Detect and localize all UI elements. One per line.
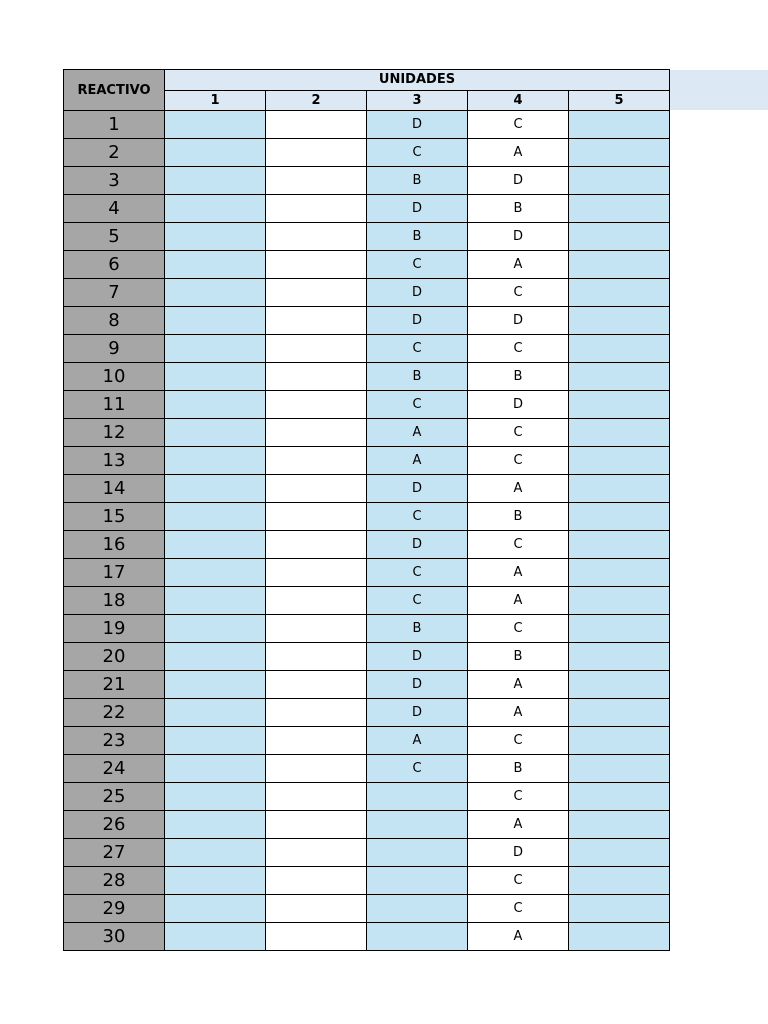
reactivo-number: 3 (64, 167, 165, 195)
answer-cell[interactable]: D (367, 111, 468, 139)
answer-cell[interactable] (266, 755, 367, 783)
answer-cell[interactable] (165, 251, 266, 279)
reactivo-number: 5 (64, 223, 165, 251)
table-row (64, 419, 670, 447)
answer-cell[interactable] (266, 307, 367, 335)
table-row (64, 699, 670, 727)
answer-cell[interactable] (266, 503, 367, 531)
reactivo-number: 14 (64, 475, 165, 503)
answer-cell[interactable] (367, 923, 468, 951)
reactivo-number: 10 (64, 363, 165, 391)
answer-cell[interactable] (569, 615, 670, 643)
answer-cell[interactable] (165, 419, 266, 447)
table-row (64, 391, 670, 419)
reactivo-number: 26 (64, 811, 165, 839)
answer-cell[interactable] (266, 419, 367, 447)
answer-cell[interactable]: D (367, 643, 468, 671)
answer-cell[interactable] (367, 783, 468, 811)
table-row (64, 111, 670, 139)
answer-cell[interactable] (165, 139, 266, 167)
table-row (64, 195, 670, 223)
answer-cell[interactable] (569, 643, 670, 671)
table-row (64, 727, 670, 755)
answer-cell[interactable]: C (468, 615, 569, 643)
answer-cell[interactable]: D (367, 531, 468, 559)
reactivo-number: 27 (64, 839, 165, 867)
answer-cell[interactable] (266, 839, 367, 867)
answer-cell[interactable]: A (468, 699, 569, 727)
table-row (64, 307, 670, 335)
answer-cell[interactable]: D (468, 391, 569, 419)
answer-cell[interactable] (367, 895, 468, 923)
answer-cell[interactable] (266, 671, 367, 699)
answer-cell[interactable] (367, 811, 468, 839)
answer-cell[interactable] (569, 223, 670, 251)
answer-cell[interactable]: A (468, 923, 569, 951)
answer-cell[interactable]: C (468, 783, 569, 811)
answer-cell[interactable] (266, 699, 367, 727)
reactivo-number: 17 (64, 559, 165, 587)
answer-cell[interactable]: A (367, 727, 468, 755)
table-row (64, 503, 670, 531)
reactivo-number: 7 (64, 279, 165, 307)
reactivo-number: 6 (64, 251, 165, 279)
reactivo-number: 13 (64, 447, 165, 475)
answer-cell[interactable]: D (468, 167, 569, 195)
reactivo-number: 11 (64, 391, 165, 419)
answer-cell[interactable] (569, 363, 670, 391)
table-row (64, 587, 670, 615)
answer-cell[interactable] (165, 587, 266, 615)
answer-cell[interactable]: C (468, 419, 569, 447)
answer-cell[interactable]: C (468, 111, 569, 139)
answer-cell[interactable] (266, 923, 367, 951)
answer-cell[interactable] (266, 391, 367, 419)
answer-cell[interactable] (165, 307, 266, 335)
table-row (64, 755, 670, 783)
reactivo-number: 18 (64, 587, 165, 615)
answer-cell[interactable] (569, 447, 670, 475)
answer-cell[interactable]: A (468, 671, 569, 699)
answer-cell[interactable] (165, 475, 266, 503)
answer-cell[interactable] (266, 139, 367, 167)
answer-cell[interactable]: B (468, 643, 569, 671)
table-row (64, 839, 670, 867)
answer-cell[interactable]: C (367, 335, 468, 363)
answer-cell[interactable] (266, 167, 367, 195)
answer-cell[interactable] (569, 755, 670, 783)
table-row (64, 867, 670, 895)
answer-cell[interactable] (569, 559, 670, 587)
reactivo-number: 23 (64, 727, 165, 755)
answer-cell[interactable] (367, 839, 468, 867)
answer-cell[interactable] (165, 223, 266, 251)
answer-cell[interactable]: B (468, 755, 569, 783)
answer-cell[interactable] (569, 503, 670, 531)
unit-column-header: 3 (367, 90, 468, 111)
answer-cell[interactable] (569, 671, 670, 699)
answer-cell[interactable] (266, 867, 367, 895)
answer-cell[interactable]: C (468, 447, 569, 475)
reactivo-number: 20 (64, 643, 165, 671)
answer-cell[interactable]: D (367, 699, 468, 727)
answer-cell[interactable]: A (367, 447, 468, 475)
answer-cell[interactable] (569, 195, 670, 223)
table-row (64, 475, 670, 503)
answer-cell[interactable]: D (367, 279, 468, 307)
unit-column-header: 2 (266, 90, 367, 111)
answer-cell[interactable] (165, 363, 266, 391)
answer-cell[interactable]: C (468, 727, 569, 755)
answer-cell[interactable]: A (367, 419, 468, 447)
answer-cell[interactable] (266, 475, 367, 503)
table-row (64, 783, 670, 811)
table-row (64, 811, 670, 839)
answer-cell[interactable]: D (468, 307, 569, 335)
answer-cell[interactable] (367, 867, 468, 895)
answer-cell[interactable] (266, 223, 367, 251)
reactivo-number: 30 (64, 923, 165, 951)
answer-cell[interactable] (569, 139, 670, 167)
answer-cell[interactable]: C (468, 279, 569, 307)
answer-cell[interactable] (165, 923, 266, 951)
answer-cell[interactable]: C (367, 139, 468, 167)
answer-cell[interactable] (569, 335, 670, 363)
answer-cell[interactable] (569, 167, 670, 195)
reactivo-number: 2 (64, 139, 165, 167)
answer-cell[interactable] (266, 559, 367, 587)
reactivo-number: 12 (64, 419, 165, 447)
answer-cell[interactable]: B (367, 615, 468, 643)
reactivo-number: 24 (64, 755, 165, 783)
answer-cell[interactable]: A (468, 811, 569, 839)
reactivo-number: 22 (64, 699, 165, 727)
table-row (64, 335, 670, 363)
answer-cell[interactable] (165, 615, 266, 643)
reactivo-header: REACTIVO (64, 70, 165, 111)
answer-cell[interactable] (165, 195, 266, 223)
answer-cell[interactable] (569, 895, 670, 923)
table-row (64, 139, 670, 167)
answer-cell[interactable] (165, 279, 266, 307)
table-row (64, 895, 670, 923)
answer-cell[interactable]: A (468, 475, 569, 503)
answer-cell[interactable] (569, 307, 670, 335)
answer-cell[interactable] (165, 839, 266, 867)
answer-cell[interactable] (266, 615, 367, 643)
unit-column-header: 1 (165, 90, 266, 111)
table-row (64, 167, 670, 195)
answer-cell[interactable] (569, 475, 670, 503)
unidades-header: UNIDADES (165, 70, 670, 91)
answer-cell[interactable]: C (367, 559, 468, 587)
table-row (64, 559, 670, 587)
answer-cell[interactable] (165, 811, 266, 839)
answer-cell[interactable] (266, 783, 367, 811)
reactivo-number: 28 (64, 867, 165, 895)
reactivo-number: 8 (64, 307, 165, 335)
table-row (64, 615, 670, 643)
answer-cell[interactable] (569, 727, 670, 755)
answer-cell[interactable] (165, 699, 266, 727)
answer-cell[interactable] (266, 363, 367, 391)
answer-cell[interactable] (165, 755, 266, 783)
answer-cell[interactable] (266, 335, 367, 363)
answer-cell[interactable]: B (468, 503, 569, 531)
table-row (64, 671, 670, 699)
answer-cell[interactable] (165, 895, 266, 923)
reactivo-number: 1 (64, 111, 165, 139)
answer-cell[interactable] (569, 783, 670, 811)
answer-cell[interactable] (266, 587, 367, 615)
table-row (64, 923, 670, 951)
answer-cell[interactable] (569, 391, 670, 419)
answer-cell[interactable] (266, 531, 367, 559)
table-row (64, 643, 670, 671)
table-row (64, 531, 670, 559)
answer-key-table (63, 69, 670, 951)
reactivo-number: 15 (64, 503, 165, 531)
answer-cell[interactable] (165, 391, 266, 419)
table-row (64, 251, 670, 279)
answer-cell[interactable] (266, 279, 367, 307)
answer-cell[interactable] (266, 895, 367, 923)
answer-cell[interactable] (569, 587, 670, 615)
answer-cell[interactable] (569, 531, 670, 559)
table-row (64, 279, 670, 307)
answer-cell[interactable] (266, 195, 367, 223)
reactivo-number: 16 (64, 531, 165, 559)
answer-cell[interactable] (266, 447, 367, 475)
answer-cell[interactable]: C (468, 867, 569, 895)
answer-cell[interactable]: B (367, 167, 468, 195)
answer-cell[interactable] (266, 811, 367, 839)
answer-cell[interactable] (569, 111, 670, 139)
answer-cell[interactable] (569, 251, 670, 279)
answer-cell[interactable] (165, 643, 266, 671)
answer-cell[interactable] (569, 699, 670, 727)
answer-cell[interactable] (569, 419, 670, 447)
answer-cell[interactable]: A (468, 559, 569, 587)
unit-column-header: 4 (468, 90, 569, 111)
answer-cell[interactable]: C (367, 391, 468, 419)
reactivo-number: 29 (64, 895, 165, 923)
answer-cell[interactable] (266, 727, 367, 755)
answer-cell[interactable] (165, 559, 266, 587)
answer-cell[interactable]: D (367, 475, 468, 503)
answer-cell[interactable]: C (468, 531, 569, 559)
answer-cell[interactable]: D (367, 307, 468, 335)
reactivo-number: 25 (64, 783, 165, 811)
answer-cell[interactable]: B (468, 195, 569, 223)
table-row (64, 447, 670, 475)
answer-cell[interactable]: C (367, 587, 468, 615)
answer-cell[interactable] (569, 867, 670, 895)
unit-column-header: 5 (569, 90, 670, 111)
answer-cell[interactable]: D (468, 839, 569, 867)
answer-cell[interactable]: C (367, 755, 468, 783)
answer-cell[interactable] (165, 783, 266, 811)
answer-cell[interactable]: D (367, 195, 468, 223)
answer-cell[interactable] (165, 447, 266, 475)
answer-cell[interactable] (165, 671, 266, 699)
answer-cell[interactable]: A (468, 587, 569, 615)
answer-cell[interactable]: D (468, 223, 569, 251)
answer-cell[interactable]: C (367, 251, 468, 279)
answer-cell[interactable]: D (367, 671, 468, 699)
reactivo-number: 9 (64, 335, 165, 363)
answer-cell[interactable] (266, 251, 367, 279)
answer-cell[interactable] (165, 503, 266, 531)
answer-cell[interactable]: C (468, 895, 569, 923)
answer-cell[interactable] (569, 811, 670, 839)
answer-cell[interactable]: C (468, 335, 569, 363)
answer-cell[interactable] (266, 111, 367, 139)
answer-cell[interactable] (165, 167, 266, 195)
answer-cell[interactable] (165, 727, 266, 755)
answer-cell[interactable] (569, 279, 670, 307)
reactivo-number: 4 (64, 195, 165, 223)
answer-cell[interactable]: B (367, 363, 468, 391)
reactivo-number: 19 (64, 615, 165, 643)
answer-cell[interactable]: A (468, 251, 569, 279)
answer-cell[interactable] (569, 923, 670, 951)
answer-cell[interactable]: B (468, 363, 569, 391)
answer-cell[interactable]: A (468, 139, 569, 167)
answer-cell[interactable] (266, 643, 367, 671)
table-row (64, 223, 670, 251)
answer-cell[interactable]: B (367, 223, 468, 251)
reactivo-number: 21 (64, 671, 165, 699)
answer-cell[interactable] (165, 531, 266, 559)
answer-cell[interactable] (165, 111, 266, 139)
table-row (64, 363, 670, 391)
answer-cell[interactable] (569, 839, 670, 867)
answer-cell[interactable] (165, 335, 266, 363)
answer-cell[interactable] (165, 867, 266, 895)
answer-cell[interactable]: C (367, 503, 468, 531)
